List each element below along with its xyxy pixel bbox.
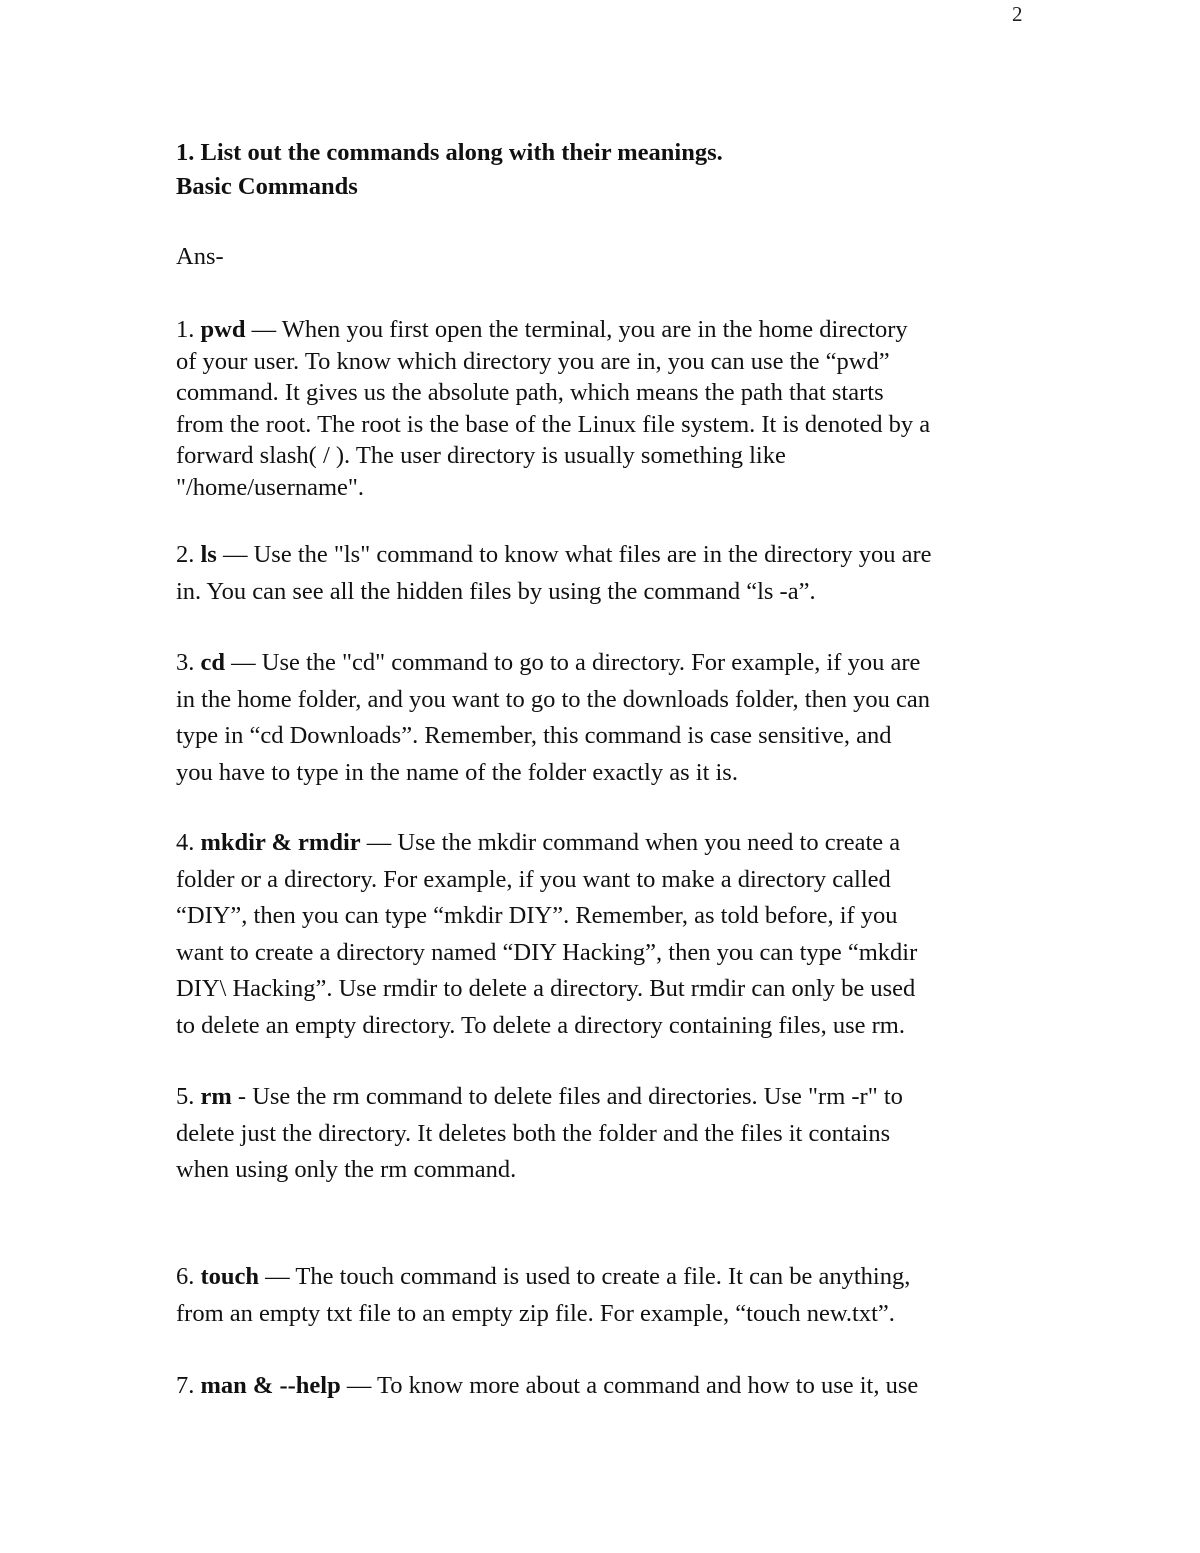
line <box>176 1368 1036 1405</box>
line: command. It gives us the absolute path, which means the path that starts <box>176 379 884 406</box>
line: type in “cd Downloads”. Remember, this command is case sensitive, and <box>176 722 892 749</box>
description: — The touch command is used to create a file. It can be anything, <box>259 1263 911 1290</box>
item-number: 4. <box>176 829 201 856</box>
line: forward slash( / ). The user directory is usually something like <box>176 442 786 469</box>
command-name: man & --help <box>200 1372 341 1399</box>
command-item-touch <box>176 1259 1036 1332</box>
line: of your user. To know which directory you are in, you can use the “pwd” <box>176 347 890 375</box>
command-item-rm <box>176 1079 1036 1189</box>
item-number: 5. <box>176 1083 201 1110</box>
description: — To know more about a command and how to use it, use <box>340 1372 919 1399</box>
description: — Use the "cd" command to go to a directory. For example, if you are <box>225 649 921 676</box>
item-number: 7. <box>176 1372 201 1399</box>
line: in the home folder, and you want to go to the downloads folder, then you can <box>176 685 930 713</box>
command-name: pwd <box>200 316 246 343</box>
command-name: cd <box>200 649 225 676</box>
item-number: 2. <box>176 541 201 568</box>
line <box>176 1079 1036 1116</box>
line: folder or a directory. For example, if you want to make a directory called <box>176 865 891 893</box>
command-item-man-help <box>176 1368 1036 1405</box>
line <box>176 1259 1036 1296</box>
command-name: ls <box>200 541 217 568</box>
line: DIY\ Hacking”. Use rmdir to delete a directory. But rmdir can only be used <box>176 975 916 1002</box>
description: — Use the mkdir command when you need to create a <box>360 829 901 856</box>
command-item-cd <box>176 645 1036 791</box>
item-number: 6. <box>176 1263 201 1290</box>
section-heading: Basic Commands <box>176 173 358 200</box>
line: from an empty txt file to an empty zip file. For example, “touch new.txt”. <box>176 1299 895 1327</box>
description: — Use the "ls" command to know what files are in the directory you are <box>216 541 932 568</box>
line <box>176 645 1036 682</box>
line <box>176 537 1036 574</box>
line: delete just the directory. It deletes both the folder and the files it contains <box>176 1119 891 1147</box>
line <box>176 825 1036 862</box>
item-number: 1. <box>176 316 201 343</box>
command-name: rm <box>200 1083 232 1110</box>
command-item-ls <box>176 537 1036 610</box>
line: from the root. The root is the base of the Linux file system. It is denoted by a <box>176 410 931 438</box>
line: "/home/username". <box>176 473 365 501</box>
command-name: touch <box>200 1263 260 1290</box>
line: in. You can see all the hidden files by using the command “ls -a”. <box>176 577 816 605</box>
item-number: 3. <box>176 649 201 676</box>
command-item-pwd <box>176 314 1036 503</box>
answer-label: Ans- <box>176 243 224 270</box>
description: - Use the rm command to delete files and directories. Use "rm -r" to <box>231 1083 903 1110</box>
command-name: mkdir & rmdir <box>200 829 361 856</box>
line: when using only the rm command. <box>176 1156 517 1183</box>
description: — When you first open the terminal, you are in the home directory <box>245 316 908 343</box>
line: “DIY”, then you can type “mkdir DIY”. Remember, as told before, if you <box>176 902 898 929</box>
line: to delete an empty directory. To delete a directory containing files, use rm. <box>176 1011 905 1039</box>
page-number: 2 <box>1012 2 1023 26</box>
question-title: 1. List out the commands along with their meanings. <box>176 139 723 166</box>
line: you have to type in the name of the folder exactly as it is. <box>176 758 738 786</box>
command-item-mkdir-rmdir <box>176 825 1036 1044</box>
line <box>176 314 1036 346</box>
line: want to create a directory named “DIY Hacking”, then you can type “mkdir <box>176 938 918 966</box>
